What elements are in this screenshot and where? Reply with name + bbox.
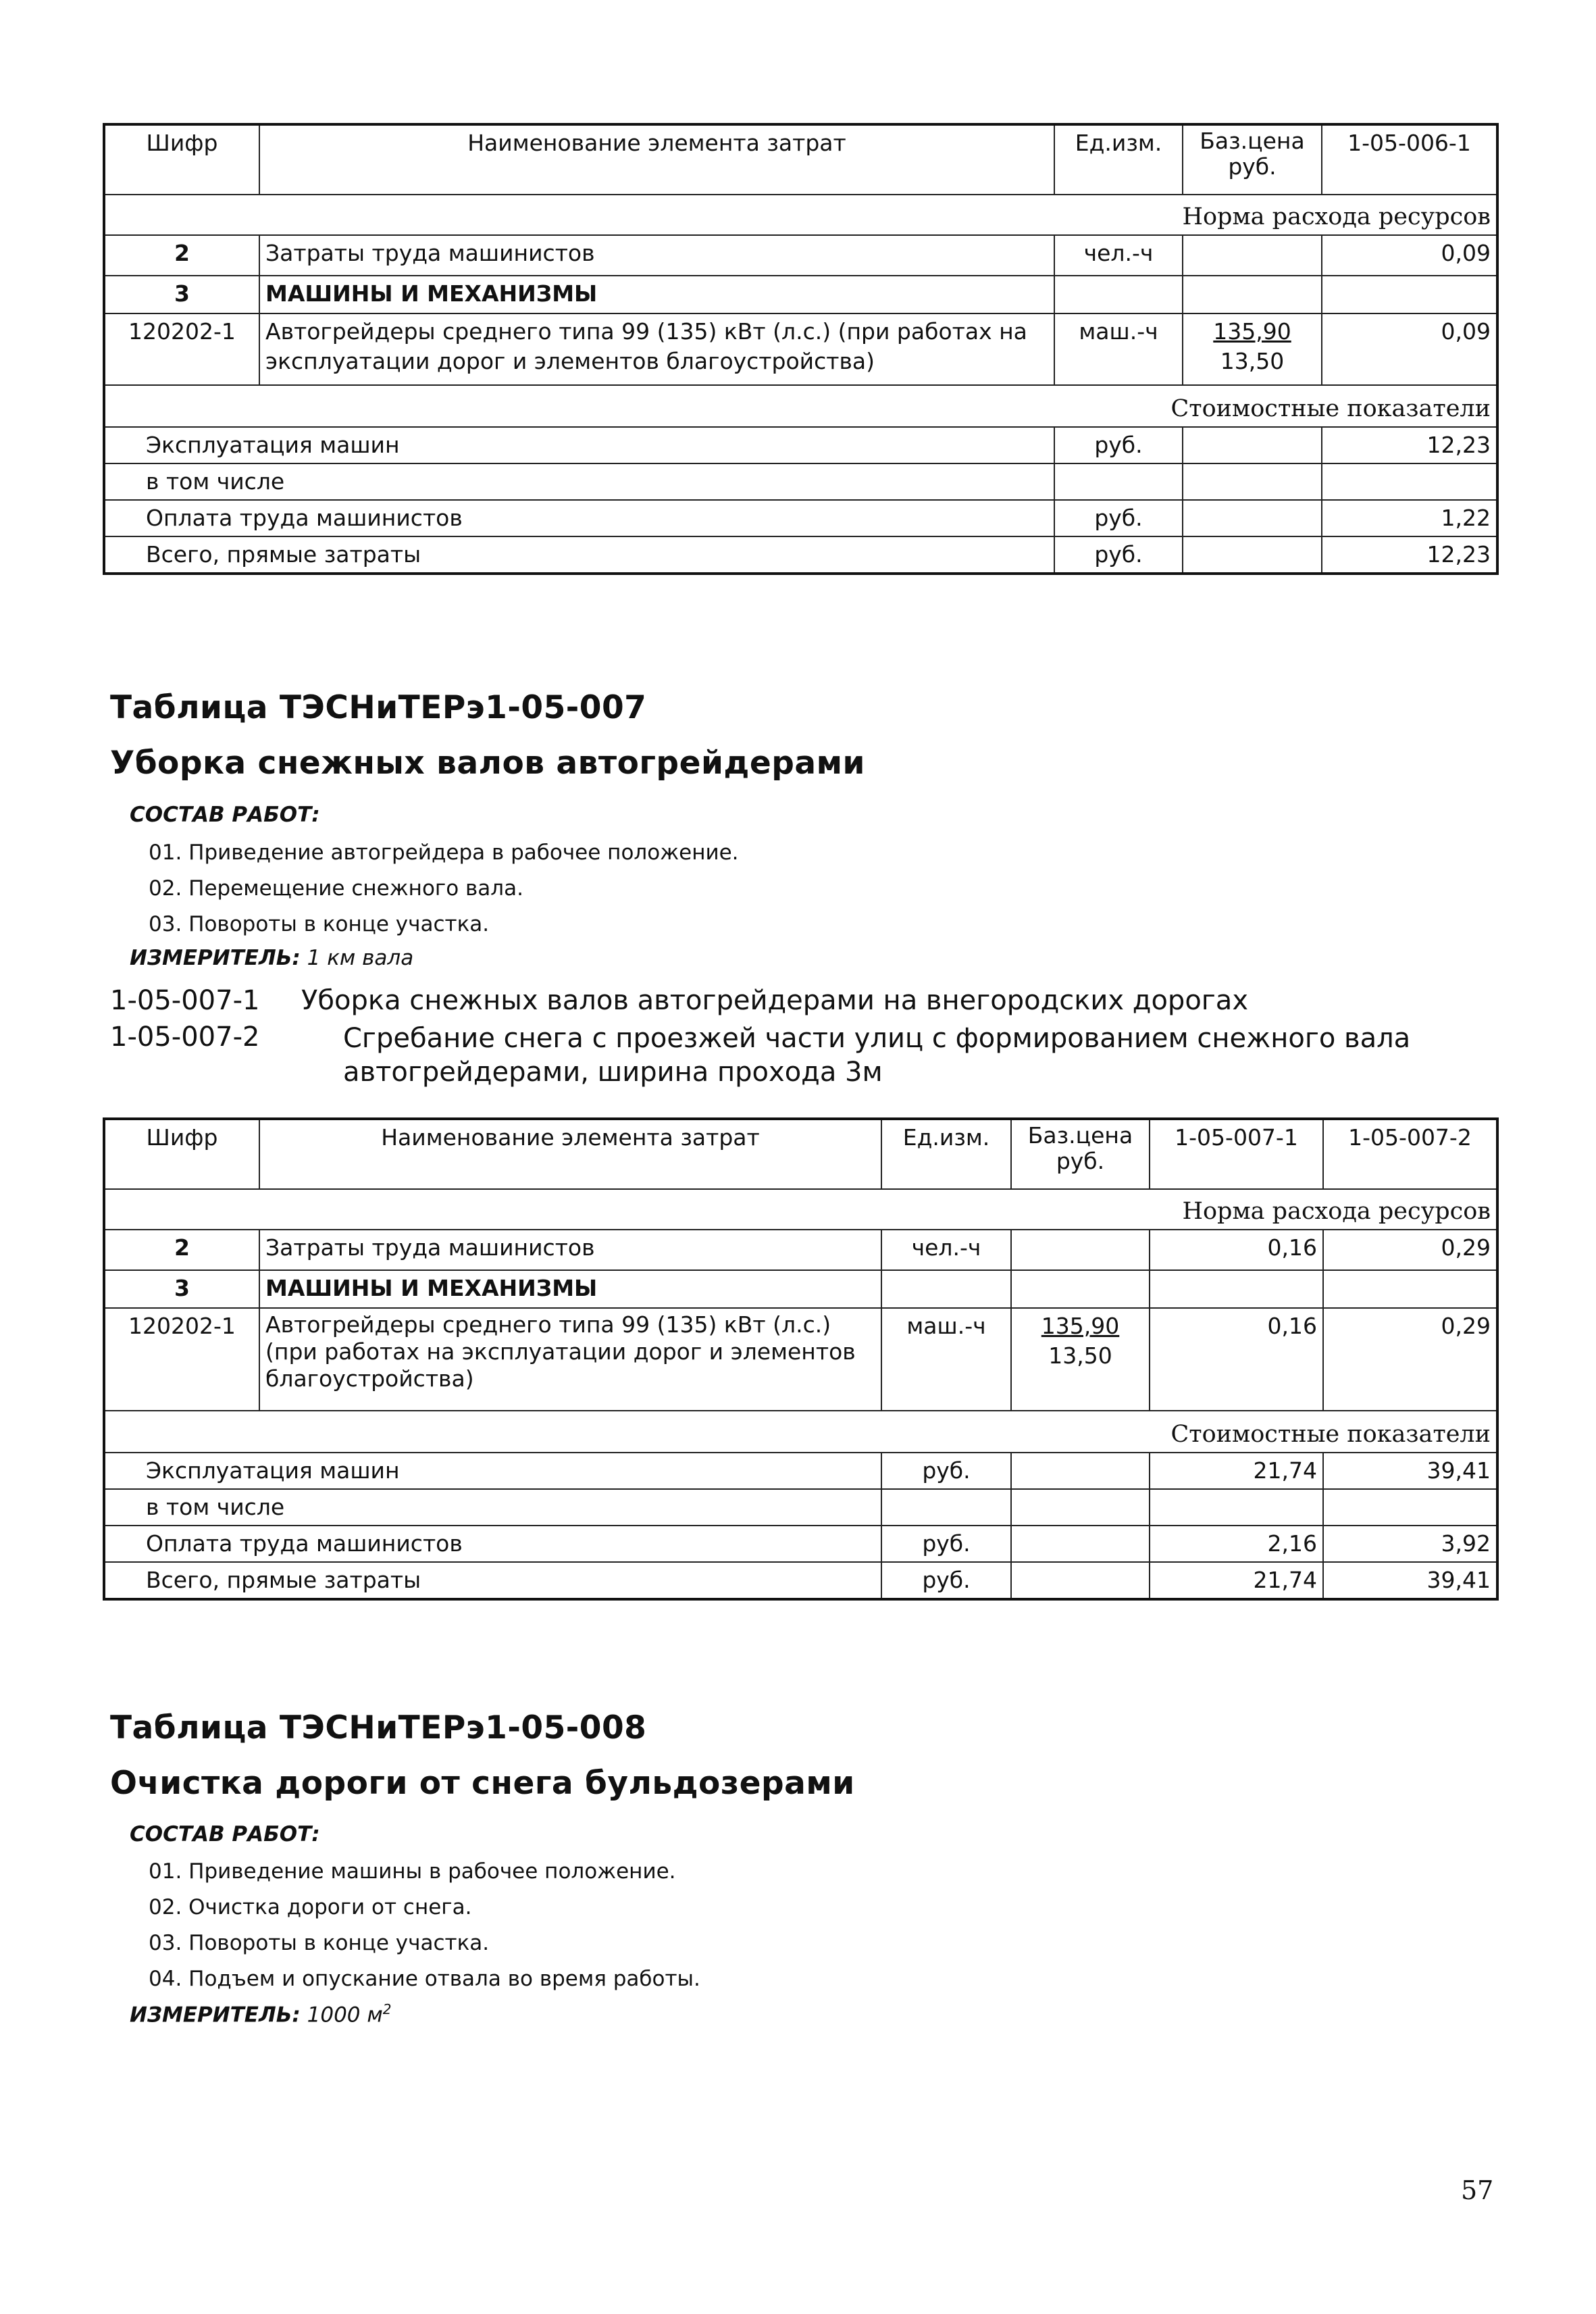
row-unit: маш.-ч: [881, 1308, 1011, 1411]
header-name: Наименование элемента затрат: [259, 124, 1054, 195]
work-item: 01. Приведение автогрейдера в рабочее положение.: [149, 840, 739, 865]
row-code: 3: [104, 1270, 259, 1308]
price-current: 135,90: [1041, 1313, 1120, 1339]
cost-name: в том числе: [104, 463, 1054, 500]
header-name: Наименование элемента затрат: [259, 1119, 881, 1189]
cost-unit: руб.: [1054, 427, 1183, 463]
header-code: Шифр: [104, 1119, 259, 1189]
cost-value: 39,41: [1323, 1562, 1497, 1599]
cost-value: 3,92: [1323, 1526, 1497, 1562]
row-price: [1183, 235, 1322, 276]
work-item: 03. Повороты в конце участка.: [149, 1931, 490, 1955]
row-name: Автогрейдеры среднего типа 99 (135) кВт (л.с.) (при работах на эксплуатации дорог и элементов благоустройства): [259, 1308, 881, 1411]
section-subtitle: Очистка дороги от снега бульдозерами: [110, 1765, 855, 1802]
cost-label: Стоимостные показатели: [104, 385, 1497, 427]
cost-name: Всего, прямые затраты: [104, 1562, 881, 1599]
price-wage: 13,50: [1220, 348, 1285, 374]
header-col2: 1-05-007-2: [1323, 1119, 1497, 1189]
norm-label: Норма расхода ресурсов: [104, 195, 1497, 235]
work-item: 02. Очистка дороги от снега.: [149, 1895, 472, 1919]
price-current: 135,90: [1213, 318, 1291, 345]
meter: [130, 946, 413, 970]
cost-value: 12,23: [1322, 427, 1497, 463]
cost-value: 21,74: [1150, 1453, 1323, 1489]
cost-name: Оплата труда машинистов: [104, 1526, 881, 1562]
row-value: 0,29: [1323, 1230, 1497, 1270]
row-code: 120202-1: [104, 313, 259, 385]
row-code: 2: [104, 235, 259, 276]
row-value: 0,16: [1150, 1230, 1323, 1270]
code-2: 1-05-007-2: [110, 1022, 260, 1053]
price-wage: 13,50: [1048, 1342, 1112, 1369]
section-title: Таблица ТЭСНиТЕРэ1-05-008: [110, 1709, 647, 1746]
row-price: [1183, 313, 1322, 385]
header-code: Шифр: [104, 124, 259, 195]
row-price: [1183, 276, 1322, 313]
cost-value: 12,23: [1322, 536, 1497, 574]
section-title: Таблица ТЭСНиТЕРэ1-05-007: [110, 689, 647, 726]
header-price: Баз.цена руб.: [1011, 1119, 1150, 1189]
cost-unit: руб.: [881, 1562, 1011, 1599]
row-unit: чел.-ч: [881, 1230, 1011, 1270]
section-subtitle: Уборка снежных валов автогрейдерами: [110, 745, 865, 782]
header-price: Баз.цена руб.: [1183, 124, 1322, 195]
cost-unit: руб.: [881, 1526, 1011, 1562]
meter-sup: 2: [382, 2001, 392, 2017]
page-number: 57: [1461, 2175, 1494, 2205]
row-value: 0,09: [1322, 313, 1497, 385]
cost-value: 1,22: [1322, 500, 1497, 536]
row-name: Автогрейдеры среднего типа 99 (135) кВт (л.с.) (при работах на эксплуатации дорог и элементов благоустройства): [259, 313, 1054, 385]
row-code: 3: [104, 276, 259, 313]
code-1: 1-05-007-1: [110, 985, 260, 1016]
cost-label: Стоимостные показатели: [104, 1411, 1497, 1453]
work-item: 02. Перемещение снежного вала.: [149, 876, 523, 901]
code-2-desc: Сгребание снега с проезжей части улиц с формированием снежного вала автогрейдерами, ширина прохода 3м: [343, 1023, 1411, 1088]
cost-name: Всего, прямые затраты: [104, 536, 1054, 574]
row-value: 0,29: [1323, 1308, 1497, 1411]
row-name: Затраты труда машинистов: [259, 1230, 881, 1270]
work-label: СОСТАВ РАБОТ:: [130, 803, 320, 827]
row-unit: чел.-ч: [1054, 235, 1183, 276]
header-unit: Ед.изм.: [881, 1119, 1011, 1189]
row-code: 2: [104, 1230, 259, 1270]
header-unit: Ед.изм.: [1054, 124, 1183, 195]
cost-name: Оплата труда машинистов: [104, 500, 1054, 536]
row-unit: [1054, 276, 1183, 313]
row-value: 0,09: [1322, 235, 1497, 276]
meter: [130, 2001, 392, 2027]
meter-label: ИЗМЕРИТЕЛЬ:: [130, 946, 301, 970]
meter-value: 1000 м: [307, 2003, 383, 2028]
work-item: 04. Подъем и опускание отвала во время работы.: [149, 1967, 700, 1991]
row-value: [1322, 276, 1497, 313]
cost-unit: руб.: [881, 1453, 1011, 1489]
norm-label: Норма расхода ресурсов: [104, 1189, 1497, 1230]
header-col1: 1-05-006-1: [1322, 124, 1497, 195]
row-unit: маш.-ч: [1054, 313, 1183, 385]
row-value: 0,16: [1150, 1308, 1323, 1411]
cost-value: 39,41: [1323, 1453, 1497, 1489]
cost-unit: руб.: [1054, 500, 1183, 536]
work-item: 03. Повороты в конце участка.: [149, 912, 490, 936]
cost-value: 2,16: [1150, 1526, 1323, 1562]
code-1-desc: Уборка снежных валов автогрейдерами на внегородских дорогах: [301, 985, 1248, 1016]
row-code: 120202-1: [104, 1308, 259, 1411]
header-col1: 1-05-007-1: [1150, 1119, 1323, 1189]
cost-value: 21,74: [1150, 1562, 1323, 1599]
row-price: [1011, 1308, 1150, 1411]
work-label: СОСТАВ РАБОТ:: [130, 1822, 320, 1846]
row-price: [1011, 1230, 1150, 1270]
table-2: [103, 1117, 1499, 1601]
row-name: Затраты труда машинистов: [259, 235, 1054, 276]
meter-label: ИЗМЕРИТЕЛЬ:: [130, 2003, 301, 2028]
meter-value: 1 км вала: [307, 946, 414, 970]
cost-name: Эксплуатация машин: [104, 427, 1054, 463]
cost-name: Эксплуатация машин: [104, 1453, 881, 1489]
cost-unit: руб.: [1054, 536, 1183, 574]
work-item: 01. Приведение машины в рабочее положение.: [149, 1859, 676, 1884]
row-name: МАШИНЫ И МЕХАНИЗМЫ: [259, 276, 1054, 313]
table-1: [103, 123, 1499, 575]
row-name: МАШИНЫ И МЕХАНИЗМЫ: [259, 1270, 881, 1308]
cost-name: в том числе: [104, 1489, 881, 1526]
